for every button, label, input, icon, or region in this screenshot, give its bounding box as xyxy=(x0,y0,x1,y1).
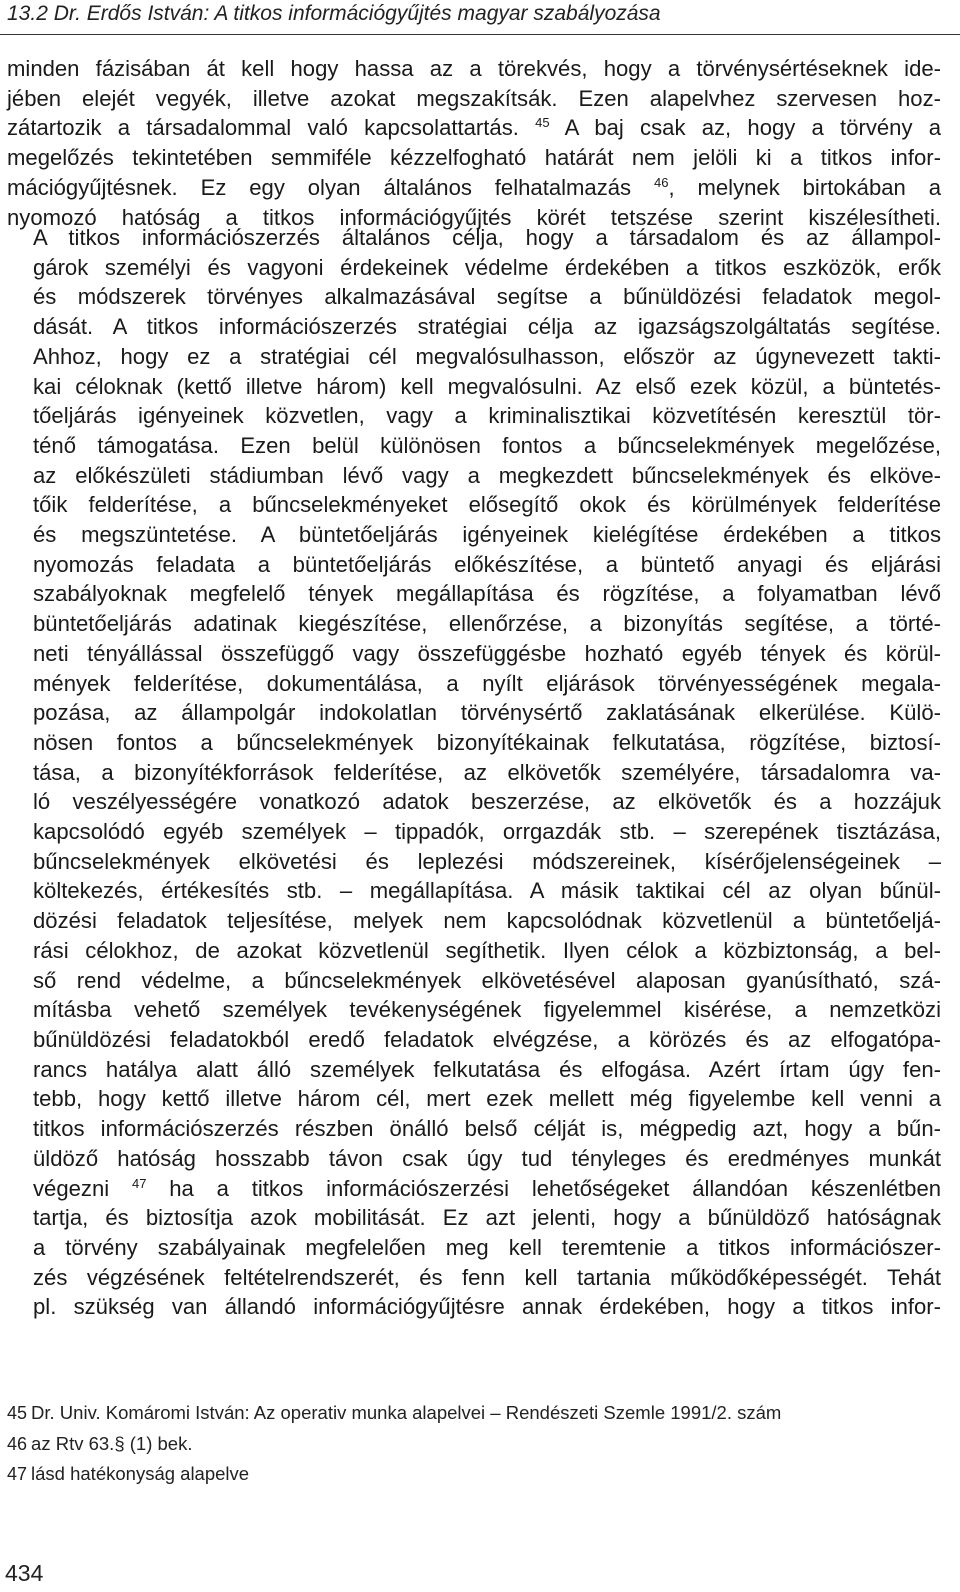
text-segment: ha a titkos információszerzési lehetőségeket állandóan készenlétben xyxy=(169,1175,942,1201)
text-line: és megszüntetése. A büntetőeljárás igényeinek kielégítése érdekében a titkos xyxy=(33,522,941,548)
text-line: kai céloknak (kettő illetve három) kell megvalósulni. Az első ezek közül, a büntetés- xyxy=(33,373,941,399)
body-paragraph-2 xyxy=(7,223,941,1322)
text-line: és módszerek törvényes alkalmazásával segítse a bűnüldözési feladatok megol- xyxy=(33,284,941,310)
text-line: üldöző hatóság hosszabb távon csak úgy tud tényleges és eredményes munkát xyxy=(33,1145,941,1171)
text-line: tőik felderítése, a bűncselekményeket elősegítő okok és körülmények felderítése xyxy=(33,492,941,518)
text-line: rancs hatálya alatt álló személyek felkutatása és elfogása. Azért írtam úgy fen- xyxy=(33,1056,941,1082)
footnote-number: 46 xyxy=(7,1433,28,1454)
body-paragraph-1 xyxy=(7,54,941,232)
text-line: mények felderítése, dokumentálása, a nyílt eljárások törvényességének megala- xyxy=(33,670,941,696)
running-header: 13.2 Dr. Erdős István: A titkos információgyűjtés magyar szabályozása xyxy=(7,2,661,25)
footnote xyxy=(7,1398,781,1429)
text-line: titkos információszerzés részben önálló belső célját is, mégpedig azt, hogy a bűn- xyxy=(33,1116,941,1142)
footnote-ref: 46 xyxy=(654,174,669,190)
text-line: nyomozás feladata a büntetőeljárás előkészítése, a büntető anyagi és eljárási xyxy=(33,551,941,577)
footnote xyxy=(7,1459,781,1490)
text-line: ténő támogatása. Ezen belül különösen fontos a bűncselekmények megelőzése, xyxy=(33,432,941,458)
footnote-number: 45 xyxy=(7,1403,28,1423)
footnote-ref: 45 xyxy=(535,115,550,131)
text-line: ló veszélyességére vonatkozó adatok beszerzése, az elkövetők és a hozzájuk xyxy=(33,789,941,815)
text-line xyxy=(7,1174,941,1204)
text-line: minden fázisában át kell hogy hassa az a törekvés, hogy a törvénysértéseknek ide- xyxy=(7,56,941,81)
header-divider xyxy=(0,34,960,35)
text-line: tartja, és biztosítja azok mobilitását. Ez azt jelenti, hogy a bűnüldöző hatóságnak xyxy=(33,1205,941,1231)
text-line: mításba vehető személyek tevékenységének figyelemmel kisérése, a nemzetközi xyxy=(33,997,941,1023)
text-line: dását. A titkos információszerzés stratégiai célja az igazságszolgáltatás segítése. xyxy=(33,314,941,340)
text-segment: , melynek birtokában a xyxy=(668,174,941,200)
text-segment: zátartozik a társadalommal való kapcsolattartás. xyxy=(7,115,519,141)
text-line: A titkos információszerzés általános célja, hogy a társadalom és az állampol- xyxy=(33,225,941,250)
footnote-text: lásd hatékonyság alapelve xyxy=(31,1463,250,1484)
text-line: dözési feladatok teljesítése, melyek nem kapcsolódnak közvetlenül a büntetőeljá- xyxy=(33,908,941,934)
text-line: tebb, hogy kettő illetve három cél, mert ezek mellett még figyelembe kell venni a xyxy=(33,1086,941,1112)
text-line: pozása, az állampolgár indokolatlan törvénysértő zaklatásának elkerülése. Külö- xyxy=(33,700,941,726)
text-line: pl. szükség van állandó információgyűjtésre annak érdekében, hogy a titkos infor- xyxy=(33,1294,941,1320)
text-line: nösen fontos a bűncselekmények bizonyítékainak felkutatása, rögzítése, biztosí- xyxy=(33,729,941,755)
text-line: tőeljárás igényeinek közvetlen, vagy a kriminalisztikai közvetítésén keresztül tör- xyxy=(33,403,941,429)
text-line: jében elejét vegyék, illetve azokat megszakítsák. Ezen alapelvhez szervesen hoz- xyxy=(7,85,941,111)
footnotes xyxy=(7,1398,781,1490)
text-line: megelőzés tekintetében semmiféle kézzelfogható határát nem jelöli ki a titkos infor- xyxy=(7,145,941,171)
page-number: 434 xyxy=(5,1560,44,1586)
text-line: tása, a bizonyítékforrások felderítése, az elkövetők személyére, társadalomra va- xyxy=(33,759,941,785)
text-line: kapcsolódó egyéb személyek – tippadók, orrgazdák stb. – szerepének tisztázása, xyxy=(33,819,941,845)
text-line xyxy=(7,113,941,143)
text-line: szabályoknak megfelelő tények megállapítása és rögzítése, a folyamatban lévő xyxy=(33,581,941,607)
text-line: Ahhoz, hogy ez a stratégiai cél megvalósulhasson, először az úgynevezett takti- xyxy=(33,343,941,369)
text-line: gárok személyi és vagyoni érdekeinek védelme érdekében a titkos eszközök, erők xyxy=(33,254,941,280)
text-line: az előkészületi stádiumban lévő vagy a megkezdett bűncselekmények és elköve- xyxy=(33,462,941,488)
text-segment: mációgyűjtésnek. Ez egy olyan általános felhatalmazás xyxy=(7,174,632,200)
text-line xyxy=(7,173,941,203)
text-line: ső rend védelme, a bűncselekmények elkövetésével alaposan gyanúsítható, szá- xyxy=(33,967,941,993)
text-line: bűnüldözési feladatokból eredő feladatok elvégzése, a körözés és az elfogatópa- xyxy=(33,1026,941,1052)
text-line: neti tényállással összefüggő vagy összefüggésbe hozható egyéb tények és körül- xyxy=(33,640,941,666)
text-line: zés végzésének feltételrendszerét, és fenn kell tartania működőképességét. Tehát xyxy=(33,1264,941,1290)
text-line: költekezés, értékesítés stb. – megállapítása. A másik taktikai cél az olyan bűnül- xyxy=(33,878,941,904)
footnote-number: 47 xyxy=(7,1464,28,1484)
text-line: büntetőeljárás adatinak kiegészítése, ellenőrzése, a bizonyítás segítése, a törté- xyxy=(33,611,941,637)
footnote-ref: 47 xyxy=(131,1175,147,1191)
footnote-text: Dr. Univ. Komáromi István: Az operativ munka alapelvei – Rendészeti Szemle 1991/2. szám xyxy=(31,1402,782,1423)
text-line: a törvény szabályainak megfelelően meg kell teremtenie a titkos információszer- xyxy=(33,1234,941,1260)
text-line: rási célokhoz, de azokat közvetlenül segíthetik. Ilyen célok a közbiztonság, a bel- xyxy=(33,937,941,963)
text-segment: végezni xyxy=(33,1175,110,1201)
footnote-text: az Rtv 63.§ (1) bek. xyxy=(31,1432,193,1454)
text-line: nyomozó hatóság a titkos információgyűjtés körét tetszése szerint kiszélesítheti. xyxy=(7,204,941,230)
text-segment: A baj csak az, hogy a törvény a xyxy=(564,115,942,141)
footnote xyxy=(7,1429,781,1460)
text-line: bűncselekmények elkövetési és leplezési módszereinek, kísérőjelenségeinek – xyxy=(33,848,941,874)
